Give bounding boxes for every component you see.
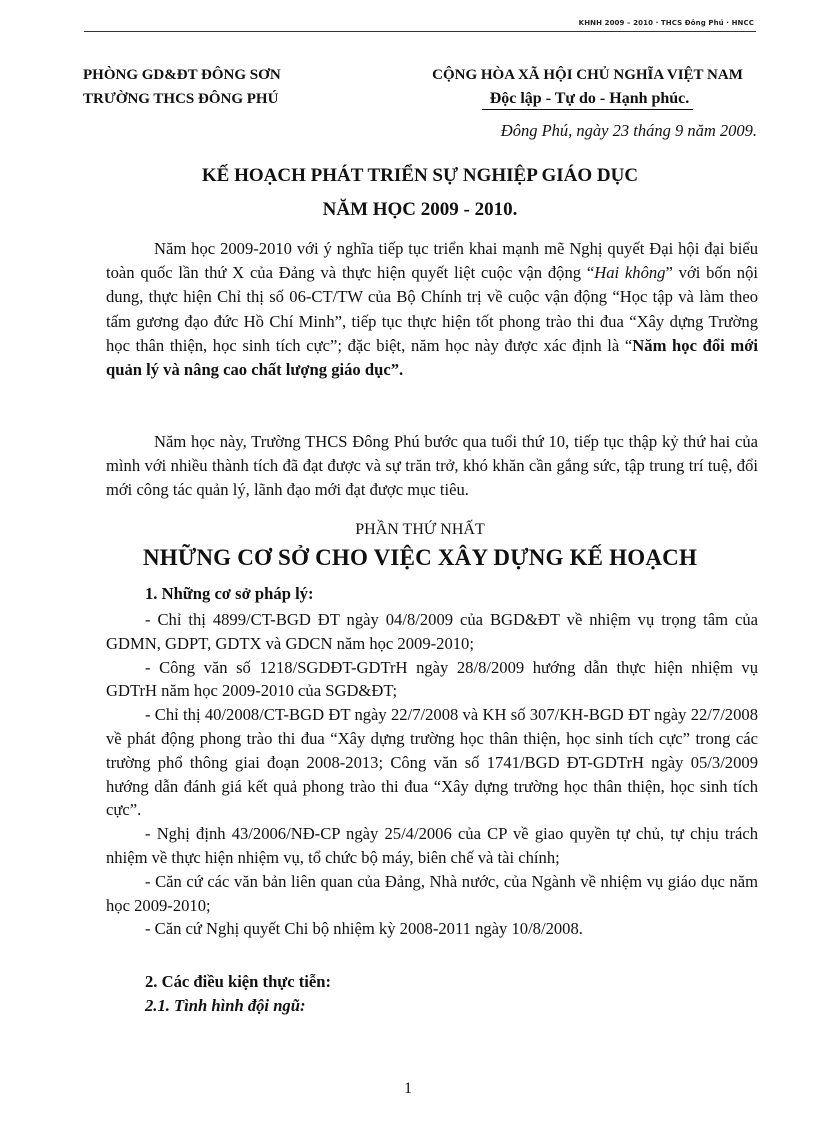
national-header xyxy=(418,63,757,111)
header-rule xyxy=(84,31,756,32)
document-title xyxy=(84,159,756,227)
legal-item: - Căn cứ Nghị quyết Chi bộ nhiệm kỳ 2008-2011 ngày 10/8/2008. xyxy=(145,919,583,939)
intro-text-b: ” với bốn nội dung, thực hiện Chỉ thị số 06-CT/TW của Bộ Chính trị về cuộc vận động “Học tập và làm theo tấm gương đạo đức Hồ Chí Minh”, tiếp tục thực hiện tốt phong trào thi đua “Xây dựng Trường học thân thiện, học sinh tích cực”; đặc biệt, năm học này được xác định là “ xyxy=(106,263,759,355)
legal-basis-list xyxy=(106,608,758,941)
legal-item: - Công văn số 1218/SGDĐT-GDTrH ngày 28/8/2009 hướng dẫn thực hiện nhiệm vụ GDTrH năm học 2009-2010 của SGD&ĐT; xyxy=(106,657,758,701)
title-line-1: KẾ HOẠCH PHÁT TRIỂN SỰ NGHIỆP GIÁO DỤC xyxy=(201,165,639,186)
legal-item: - Nghị định 43/2006/NĐ-CP ngày 25/4/2006 của CP về giao quyền tự chủ, tự chịu trách nhiệm về thực hiện nhiệm vụ, tổ chức bộ máy, biên chế và tài chính; xyxy=(106,824,758,867)
intro-italic-phrase: Hai không xyxy=(594,263,666,283)
intro-paragraph-2 xyxy=(106,430,758,503)
country-name: CỘNG HÒA XÃ HỘI CHỦ NGHĨA VIỆT NAM xyxy=(432,67,743,83)
section-2-heading: 2. Các điều kiện thực tiễn: xyxy=(145,972,332,991)
issuing-organization xyxy=(83,63,281,111)
school-name: TRƯỜNG THCS ĐÔNG PHÚ xyxy=(83,91,279,107)
intro-text-2: Năm học này, Trường THCS Đông Phú bước qua tuổi thứ 10, tiếp tục thập kỷ thứ hai của mình với nhiều thành tích đã đạt được và sự trăn trở, khó khăn cần gắng sức, tập trung trí tuệ, đổi mới công tác quản lý, lãnh đạo mới đạt được mục tiêu. xyxy=(106,432,758,500)
date-line: Đông Phú, ngày 23 tháng 9 năm 2009. xyxy=(500,121,757,140)
intro-bold-phrase: Năm học đổi mới quản lý và nâng cao chất lượng giáo dục”. xyxy=(106,335,758,380)
page-number: 1 xyxy=(404,1080,412,1097)
legal-item: - Căn cứ các văn bản liên quan của Đảng, Nhà nước, của Ngành về nhiệm vụ giáo dục năm học 2009-2010; xyxy=(106,871,758,915)
intro-paragraph-1 xyxy=(106,237,758,382)
legal-item: - Chỉ thị 40/2008/CT-BGD ĐT ngày 22/7/2008 và KH số 307/KH-BGD ĐT ngày 22/7/2008 về phát động phong trào thi đua “Xây dựng trường học thân thiện, học sinh tích cực” trong các trường phổ thông giai đoạn 2008-2013; Công văn số 1741/BGD ĐT-GDTrH ngày 05/3/2009 hướng dẫn đánh giá kết quả phong trào thi đua “Xây dựng trường học thân thiện, học sinh tích cực”. xyxy=(106,705,758,820)
title-line-2: NĂM HỌC 2009 - 2010. xyxy=(322,199,518,220)
part-title: NHỮNG CƠ SỞ CHO VIỆC XÂY DỰNG KẾ HOẠCH xyxy=(142,545,698,570)
section-1-heading: 1. Những cơ sở pháp lý: xyxy=(145,584,314,603)
part-label: PHẦN THỨ NHẤT xyxy=(355,521,485,538)
legal-item: - Chỉ thị 4899/CT-BGD ĐT ngày 04/8/2009 của BGD&ĐT về nhiệm vụ trọng tâm của GDMN, GDPT, GDTX và GDCN năm học 2009-2010; xyxy=(106,610,758,653)
intro-text-a: Năm học 2009-2010 với ý nghĩa tiếp tục triển khai mạnh mẽ Nghị quyết Đại hội đại biểu toàn quốc lần thứ X của Đảng và thực hiện quyết liệt cuộc vận động “ xyxy=(106,239,758,283)
section-2-1-heading: 2.1. Tình hình đội ngũ: xyxy=(145,996,306,1015)
national-motto: Độc lập - Tự do - Hạnh phúc. xyxy=(482,89,694,110)
running-header: KHNH 2009 – 2010 · THCS Đông Phú · HNCC xyxy=(578,19,754,27)
department-name: PHÒNG GD&ĐT ĐÔNG SƠN xyxy=(83,67,281,83)
